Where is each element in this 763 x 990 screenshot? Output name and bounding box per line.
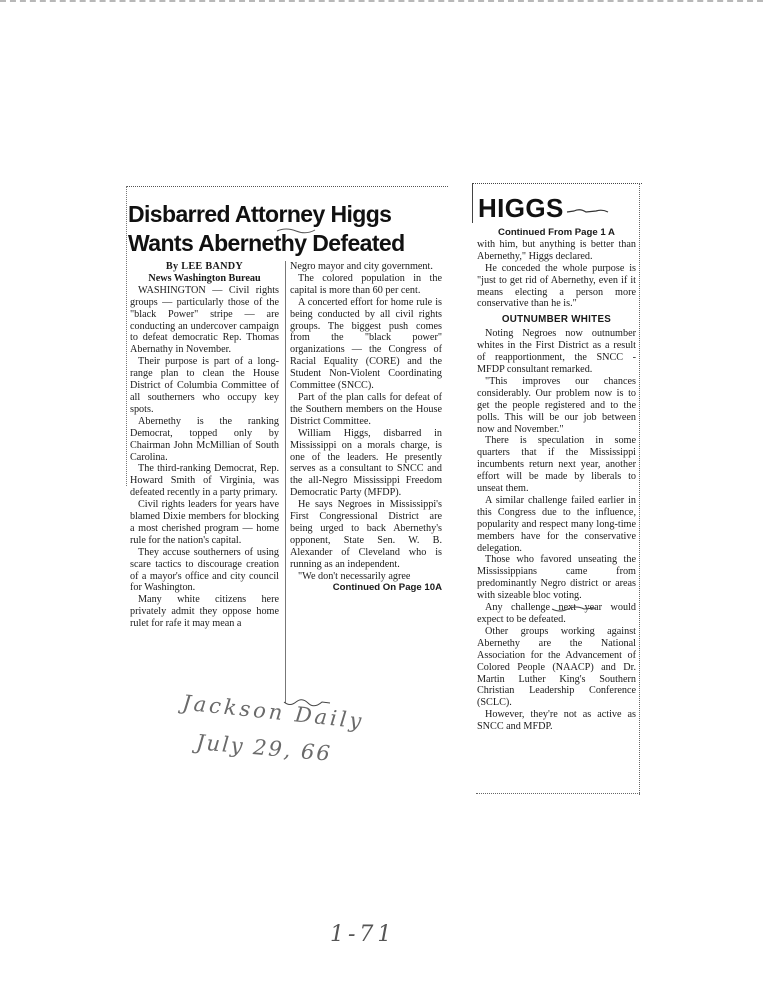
- left-clipping: [126, 186, 448, 706]
- clipping-cut-edge: [126, 186, 127, 486]
- clipping-cut-edge: [472, 183, 473, 223]
- paragraph: Other groups working against Abernethy are the National Association for the Advancement of Colored People (NAACP) and Dr. Martin Luther King's Southern Christian Leadership Conference (SCLC).: [477, 625, 636, 709]
- bureau: News Washington Bureau: [148, 272, 261, 284]
- paragraph: Civil rights leaders for years have blamed Dixie members for blocking a most cherished program — home rule for the nation's capital.: [130, 499, 279, 546]
- paragraph: A concerted effort for home rule is being conducted by all civil rights groups. The biggest push comes from the "black power" organizations — the Congress of Racial Equality (CORE) and the Student Non-Violent Coordinating Committee (SNCC).: [290, 296, 442, 392]
- clipping-cut-edge: [639, 183, 640, 795]
- right-clipping: [472, 183, 642, 795]
- handwritten-date-note: July 29, 66: [195, 730, 333, 766]
- continued-from-notice: Continued From Page 1 A: [498, 227, 615, 238]
- paragraph: Many white citizens here privately admit they oppose home rulet for rafe it may mean a: [130, 594, 279, 630]
- paragraph: Abernethy is the ranking Democrat, topped only by Chairman John McMillian of South Carolina.: [130, 415, 279, 463]
- paragraph: with him, but anything is better than Abernethy," Higgs declared.: [477, 238, 636, 262]
- article-column-2: [290, 261, 442, 594]
- paragraph: Their purpose is part of a long-range plan to clean the House District of Columbia Committee of all southerners who occupy key spots.: [130, 356, 279, 415]
- paragraph: He says Negroes in Mississippi's First Congressional District are being urged to back Abernethy's opponent, State Sen. W. B. Alexander of Cleveland who is running as an independent.: [290, 499, 442, 570]
- paragraph: They accuse southerners of using scare tactics to discourage creation of a mayor's office and city council for Washington.: [130, 546, 279, 594]
- paragraph: William Higgs, disbarred in Mississippi on a morals charge, is one of the leaders. He presently serves as a consultant to SNCC and the all-Negro Mississippi Freedom Democratic Party (MFDP).: [290, 427, 442, 499]
- subheading: OUTNUMBER WHITES: [501, 314, 612, 326]
- paragraph: "We don't necessarily agree: [298, 570, 411, 582]
- clipping-cut-edge: [476, 793, 640, 794]
- scan-top-edge: [0, 0, 763, 5]
- article-column-1: [130, 261, 279, 630]
- paragraph: WASHINGTON — Civil rights groups — particularly those of the "black Power" stripe — are conducting an undercover campaign to defeat democratic Rep. Thomas Abernathy in November.: [130, 284, 279, 356]
- paragraph: The colored population in the capital is more than 60 per cent.: [290, 272, 442, 296]
- paragraph: "This improves our chances considerably. Our problem now is to get the people registered and to the polls. This will be our job between now and November.": [477, 375, 636, 435]
- continued-notice: Continued On Page 10A: [332, 582, 442, 594]
- headline-line: Wants Abernethy Defeated: [128, 230, 405, 256]
- paragraph: Noting Negroes now outnumber whites in the First District as a result of reapportionment, the SNCC - MFDP consultant remarked.: [477, 328, 636, 375]
- column-rule: [285, 261, 286, 703]
- paragraph: Part of the plan calls for defeat of the Southern members on the House District Committee.: [290, 391, 442, 427]
- paragraph: There is speculation in some quarters that if the Mississippi incumbents return next year, another effort will be made by liberals to unseat them.: [477, 435, 636, 495]
- ink-scribble-mark: [566, 207, 610, 215]
- clipping-cut-edge: [126, 186, 448, 187]
- paragraph: Those who favored unseating the Mississippians came from predominantly Negro district or areas with sizeable bloc voting.: [477, 554, 636, 602]
- continuation-headline: HIGGS: [478, 193, 564, 223]
- ink-underline-mark: [276, 226, 316, 234]
- clipping-cut-edge: [472, 183, 642, 184]
- paragraph: Negro mayor and city government.: [290, 261, 433, 272]
- paragraph: A similar challenge failed earlier in this Congress due to the influence, popularity and respect many long-time members have for the conservative delegation.: [477, 494, 636, 554]
- paragraph: He conceded the whole purpose is "just to get rid of Abernethy, even if it means electing a person more conservative than he is.": [477, 262, 636, 310]
- headline-line: Disbarred Attorney Higgs: [128, 201, 392, 227]
- handwritten-page-mark: 1-71: [330, 922, 396, 947]
- paragraph: The third-ranking Democrat, Rep. Howard Smith of Virginia, was defeated recently in a party primary.: [130, 463, 279, 499]
- ink-scribble-mark: [550, 605, 598, 613]
- handwritten-source-note: Jackson Daily: [181, 690, 366, 734]
- byline: By LEE BANDY: [165, 261, 244, 272]
- paragraph: However, they're not as active as SNCC and MFDP.: [477, 709, 636, 733]
- continuation-column: [477, 227, 636, 733]
- paragraph: Any challenge next year would expect to be defeated.: [477, 602, 636, 625]
